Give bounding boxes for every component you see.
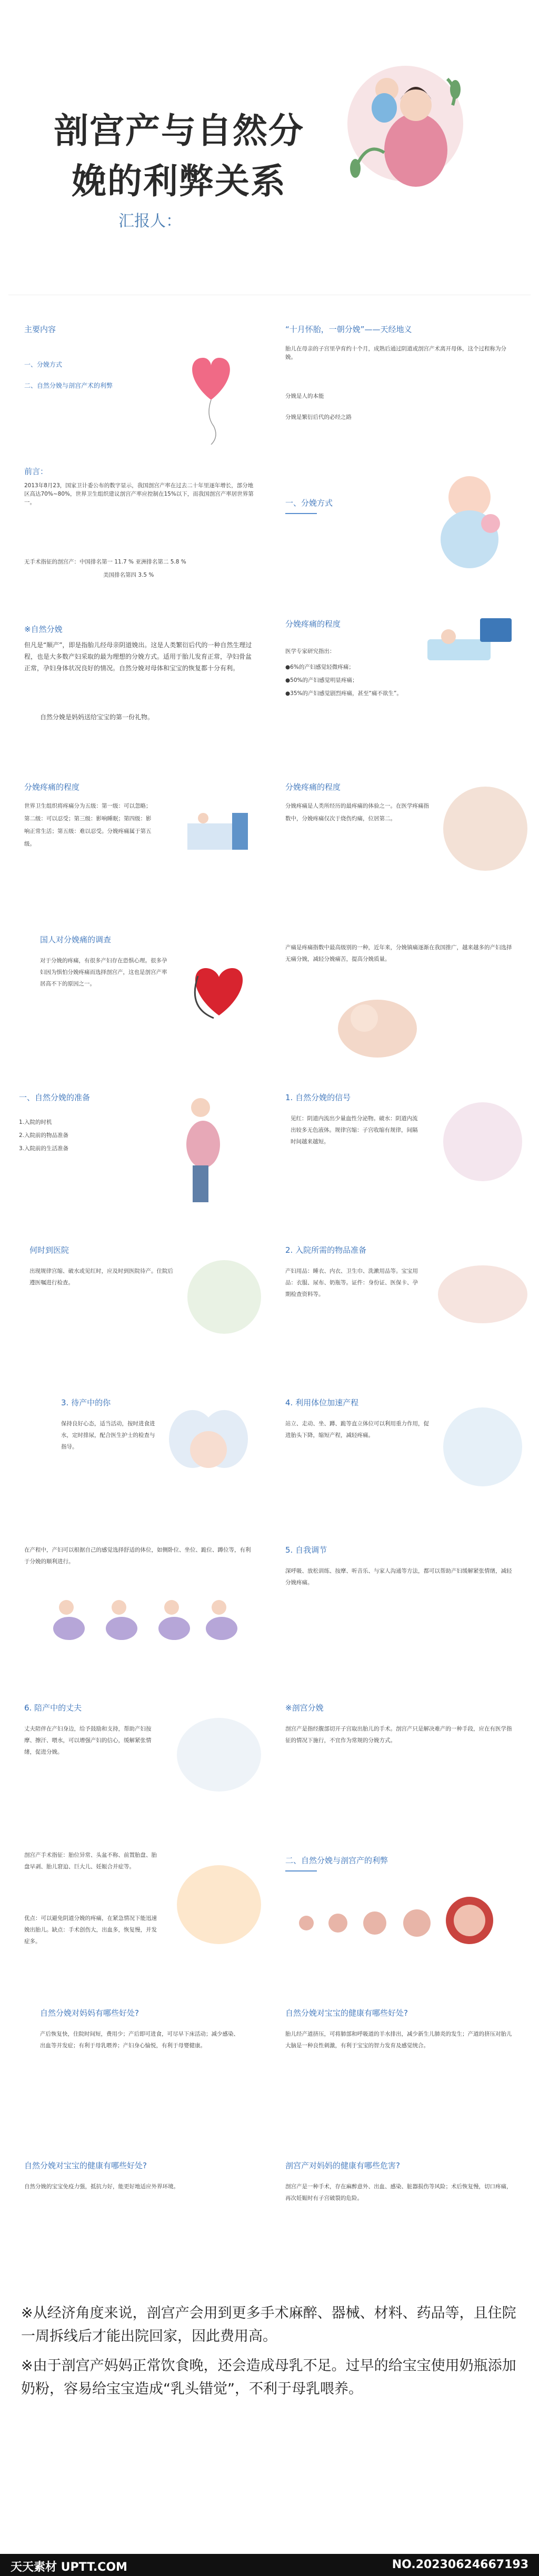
when-hospital-body: 出现规律宫缩、破水或见红时，应及时到医院待产。住院后遵医嘱进行检查。	[29, 1268, 173, 1286]
slide-signals	[270, 1071, 531, 1223]
position-heading: 4. 利用体位加速产程	[285, 1398, 359, 1407]
pain-intro: 医学专家研究指出：	[285, 648, 335, 655]
husband-body: 丈夫陪伴在产妇身边，给予鼓励和支持，帮助产妇按摩、擦汗、喂水，可以增强产妇的信心，缓解紧张情绪，促进分娩。	[24, 1726, 152, 1755]
husband-heading: 6. 陪产中的丈夫	[24, 1703, 82, 1713]
pregnant-woman-illustration	[172, 1092, 229, 1208]
cesarean-body: 剖宫产是指经腹部切开子宫取出胎儿的手术。剖宫产只是解决难产的一种手段，应在有医学指征的情况下施行，不宜作为常规的分娩方式。	[285, 1726, 512, 1744]
heading-underline	[285, 1870, 317, 1871]
reporter-label: 汇报人：	[118, 212, 182, 230]
items-heading: 2. 入院所需的物品准备	[285, 1245, 367, 1255]
slide-mother-benefits	[8, 1986, 270, 2139]
fetal-development-illustration	[291, 1891, 512, 1949]
heart-balloon-icon	[182, 350, 240, 445]
pain-bullet-2: ●50%的产妇感觉明显疼痛；	[285, 677, 358, 683]
baby-benefits-2-body: 自然分娩的宝宝免疫力强，抵抗力好，能更好地适应外界环境。	[24, 2183, 179, 2190]
pros-cons-heading: 二、自然分娩与剖宫产的利弊	[285, 1856, 388, 1865]
pain-bullet-1: ●6%的产妇感觉轻微疼痛；	[285, 664, 354, 670]
survey-body: 对于分娩的疼痛，有很多产妇存在恐惧心理。很多孕妇因为惧怕分娩疼痛而选择剖宫产，这也是剖宫产率居高不下的原因之一。	[40, 958, 167, 987]
contents-heading: 主要内容	[24, 325, 56, 334]
footer-paragraph-1: ※从经济角度来说，剖宫产会用到更多手术麻醉、器械、材料、药品等，且住院一周拆线后才能出院回家，因此费用高。	[21, 2305, 516, 2344]
slide-pain-degree-3	[270, 766, 531, 918]
natural-birth-heading: ※自然分娩	[24, 625, 63, 634]
baby-hand-photo	[177, 1865, 261, 1944]
slide-survey-2	[270, 918, 531, 1071]
baby-benefits-body: 胎儿经产道挤压，可将肺部和呼吸道的羊水排出，减少新生儿肺炎的发生；产道的挤压对胎儿大脑是一种良性刺激，有利于宝宝的智力发育及感觉统合。	[285, 2031, 512, 2049]
pain-bullet-3: ●35%的产妇感觉剧烈疼痛，甚至“痛不欲生”。	[285, 690, 402, 697]
cover-title	[32, 105, 326, 206]
waiting-body: 保持良好心态，适当活动，按时进食进水，定时排尿，配合医生护士的检查与指导。	[61, 1421, 155, 1450]
slide-prep	[8, 1071, 270, 1223]
signals-heading: 1. 自然分娩的信号	[285, 1093, 351, 1102]
slide-contents	[8, 303, 270, 455]
pain-index-body: 分娩疼痛是人类所经历的最疼痛的体验之一。在医学疼痛指数中，分娩疼痛仅次于烧伤灼痛，位居第二。	[285, 803, 429, 822]
intro-heading: “十月怀胎，一朝分娩”——天经地义	[285, 325, 412, 334]
delivery-methods-heading: 一、分娩方式	[285, 498, 333, 508]
baby-photo	[333, 987, 422, 1060]
indications-body: 剖宫产手术指征：胎位异常、头盆不称、前置胎盘、胎盘早剥、胎儿窘迫、巨大儿、妊娠合并症等。	[24, 1852, 157, 1870]
cesarean-risks-heading: 剖宫产对妈妈的健康有哪些危害?	[285, 2161, 400, 2170]
preface-row-2: 美国排名第四 3.5 %	[103, 572, 154, 578]
contents-item-1: 一、分娩方式	[24, 361, 63, 368]
slide-pros-cons	[270, 1834, 531, 1986]
slide-position	[270, 1376, 531, 1528]
slide-self-adjust	[270, 1528, 531, 1681]
couple-photo	[177, 1718, 261, 1792]
heart-stethoscope-icon	[182, 955, 256, 1023]
survey-heading: 国人对分娩痛的调查	[40, 935, 112, 944]
preface-heading: 前言：	[24, 467, 48, 476]
slide-when-hospital	[8, 1223, 270, 1376]
slide-pain-degree-1	[270, 608, 531, 766]
slide-baby-benefits-2	[8, 2139, 270, 2291]
slide-items	[270, 1223, 531, 1376]
prep-item-3: 3.入院前的生活准备	[19, 1145, 69, 1152]
signals-body: 见红：阴道内流出少量血性分泌物。破水：阴道内流出较多无色液体。规律宫缩：子宫收缩有规律，间隔时间越来越短。	[291, 1115, 418, 1145]
slide-intro	[270, 303, 531, 455]
pain-degree-heading-2: 分娩疼痛的程度	[24, 782, 80, 792]
angel-baby-illustration	[166, 1402, 251, 1497]
slide-cesarean	[270, 1681, 531, 1834]
prep-item-2: 2.入院前的物品准备	[19, 1132, 69, 1139]
slide-preface	[8, 455, 270, 608]
slide-positions-2	[8, 1528, 270, 1681]
contents-item-2: 二、自然分娩与剖宫产术的利弊	[24, 382, 113, 389]
waiting-heading: 3. 待产中的你	[61, 1398, 111, 1407]
prep-heading: 一、自然分娩的准备	[19, 1093, 91, 1102]
self-adjust-body: 深呼吸、放松训练、按摩、听音乐、与家人沟通等方法，都可以帮助产妇缓解紧张情绪，减轻分娩疼痛。	[285, 1568, 512, 1586]
when-hospital-heading: 何时到医院	[29, 1245, 69, 1255]
baby-illustration	[427, 466, 512, 571]
watermark-left: 天天素材 UPTT.COM	[11, 2561, 127, 2574]
mother-benefits-heading: 自然分娩对妈妈有哪些好处?	[40, 2008, 139, 2018]
self-adjust-heading: 5. 自我调节	[285, 1545, 327, 1555]
preface-row-1: 无手术指征的剖宫产：中国排名第一 11.7 % 亚洲排名第二 5.8 %	[24, 559, 186, 565]
heading-underline	[285, 513, 317, 514]
footer-paragraph-2: ※由于剖宫产妈妈正常饮食晚，还会造成母乳不足。过早的给宝宝使用奶瓶添加奶粉，容易给宝宝造成“乳头错觉”，不利于母乳喂养。	[21, 2358, 516, 2397]
indications-list: 优点：可以避免阴道分娩的疼痛，在紧急情况下能迅速娩出胎儿。缺点：手术创伤大，出血多，恢复慢，并发症多。	[24, 1915, 157, 1945]
cover-slide	[0, 0, 539, 279]
slide-husband	[8, 1681, 270, 1834]
watermark-bar	[0, 2554, 539, 2576]
slide-pain-degree-2	[8, 766, 270, 918]
ultrasound-illustration	[422, 613, 517, 671]
position-body: 站立、走动、坐、蹲、跪等直立体位可以利用重力作用，促进胎头下降，缩短产程，减轻疼痛。	[285, 1421, 429, 1438]
baby-benefits-2-heading: 自然分娩对宝宝的健康有哪些好处?	[24, 2161, 147, 2170]
natural-birth-tail: 自然分娩是妈妈送给宝宝的第一份礼物。	[40, 713, 154, 721]
mother-baby-illustration	[337, 58, 474, 189]
slide-baby-benefits	[270, 1986, 531, 2139]
pain-degree-heading-3: 分娩疼痛的程度	[285, 782, 341, 792]
cesarean-heading: ※剖宫分娩	[285, 1703, 324, 1713]
cesarean-risks-body: 剖宫产是一种手术，存在麻醉意外、出血、感染、脏器损伤等风险；术后恢复慢，切口疼痛，再次妊娠时有子宫破裂的危险。	[285, 2183, 512, 2201]
slide-natural-birth	[8, 608, 270, 766]
cover-title-line2: 娩的利弊关系	[72, 160, 286, 202]
baby-items-photo	[438, 1265, 527, 1323]
positions-2-body: 在产程中，产妇可以根据自己的感觉选择舒适的体位，如侧卧位、坐位、跪位、蹲位等，有利于分娩的顺利进行。	[24, 1547, 251, 1565]
family-photo	[187, 1260, 261, 1334]
pain-levels-body: 世界卫生组织将疼痛分为五级：第一级：可以忽略；第二级：可以忍受；第三级：影响睡眠；第四级：影响正常生活；第五级：难以忍受。分娩疼痛属于第五级。	[24, 803, 152, 847]
preface-body: 2013年8月23，国家卫计委公布的数字显示，我国剖宫产率在过去二十年里逐年增长，部分地区高达70%~80%，世界卫生组织建议剖宫产率应控制在15%以下，而我国剖宫产率居世界第一。	[24, 482, 254, 506]
hospital-illustration	[182, 802, 256, 860]
mother-photo	[443, 1102, 522, 1181]
slide-waiting	[8, 1376, 270, 1528]
pregnant-woman-photo	[443, 1407, 522, 1486]
natural-birth-body: 但凡是“顺产”，即是指胎儿经母亲阴道娩出。这是人类繁衍后代的一种自然生理过程，也是大多数产妇采取的最为理想的分娩方式。适用于胎儿发育正常，孕妇骨盆正常，孕妇身体状况良好的情况。自然分娩对母体和宝宝的恢复都十分有利。	[24, 641, 252, 672]
slide-delivery-methods	[270, 455, 531, 608]
pain-degree-heading-1: 分娩疼痛的程度	[285, 619, 341, 629]
intro-paragraph: 胎儿在母亲的子宫里孕育约十个月，成熟后通过阴道或剖宫产术离开母体，这个过程称为分娩。	[285, 346, 506, 360]
items-body: 产妇用品：睡衣、内衣、卫生巾、洗漱用品等。宝宝用品：衣服、尿布、奶瓶等。证件：身份证、医保卡、孕期检查资料等。	[285, 1268, 418, 1297]
survey-2-body: 产痛是疼痛指数中最高级别的一种，近年来，分娩镇痛逐渐在我国推广，越来越多的产妇选择无痛分娩，减轻分娩痛苦，提高分娩质量。	[285, 944, 512, 962]
baby-benefits-heading: 自然分娩对宝宝的健康有哪些好处?	[285, 2008, 408, 2018]
watermark-right: NO.20230624667193	[392, 2558, 528, 2571]
slide-indications	[8, 1834, 270, 1986]
slide-survey	[8, 918, 270, 1071]
birth-positions-illustration	[40, 1592, 240, 1649]
cover-title-line1: 剖宫产与自然分	[54, 110, 304, 151]
intro-line-3: 分娩是繁衍后代的必经之路	[285, 414, 352, 420]
slide-cesarean-risks	[270, 2139, 531, 2291]
prep-item-1: 1.入院的时机	[19, 1119, 52, 1125]
mother-benefits-body: 产后恢复快，住院时间短，费用少；产后即可进食，可尽早下床活动；减少感染、出血等并发症；有利于母乳喂养；产妇身心愉悦，有利于母婴健康。	[40, 2031, 239, 2049]
pregnant-belly-photo	[443, 787, 527, 871]
intro-line-2: 分娩是人的本能	[285, 393, 324, 399]
